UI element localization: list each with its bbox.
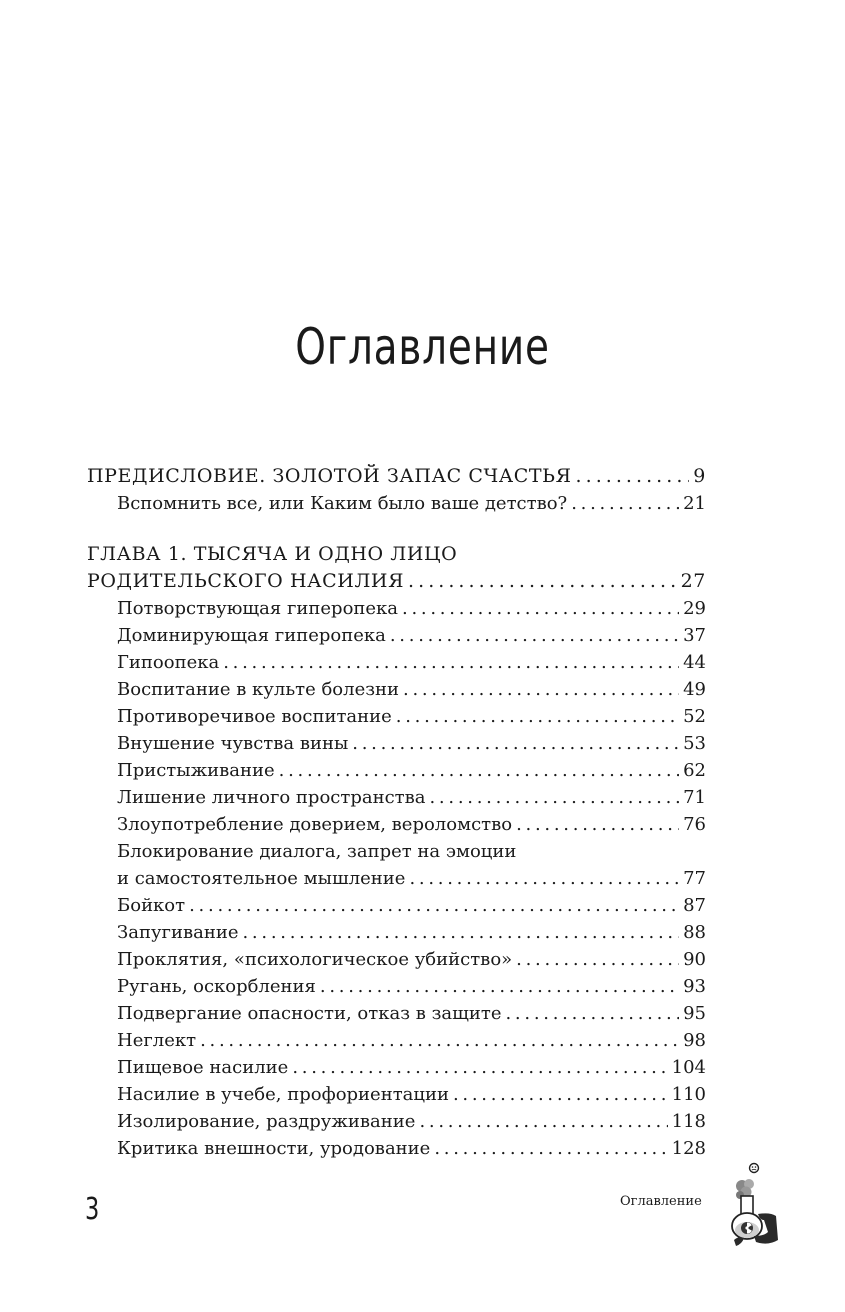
toc-leader-dots	[419, 1108, 667, 1135]
toc-entry-page: 110	[671, 1084, 706, 1105]
toc-entry-page: 95	[683, 1003, 706, 1024]
page-title: Оглавление	[295, 318, 550, 376]
toc-entry-title: и самостоятельное мышление	[117, 868, 406, 889]
toc-section	[87, 463, 706, 517]
toc-entry-page: 52	[683, 706, 706, 727]
toc-entry-title: Пищевое насилие	[117, 1057, 289, 1078]
toc-chapter-entry[interactable]	[87, 463, 706, 490]
toc-leader-dots	[516, 946, 679, 973]
toc-entry-title: Запугивание	[117, 922, 239, 943]
toc-entry-page: 53	[683, 733, 706, 754]
toc-entry-title: Блокирование диалога, запрет на эмоции	[117, 841, 517, 862]
toc-entry-page: 76	[683, 814, 706, 835]
toc-subsection-entry[interactable]	[87, 838, 706, 865]
toc-entry-title: Лишение личного пространства	[117, 787, 426, 808]
toc-entry-page: 77	[683, 868, 706, 889]
toc-entry-title: Злоупотребление доверием, вероломство	[117, 814, 513, 835]
toc-entry-title: Воспитание в культе болезни	[117, 679, 400, 700]
toc-chapter-entry[interactable]	[87, 568, 706, 595]
toc-chapter-entry[interactable]	[87, 541, 706, 568]
toc-subsection-entry[interactable]	[87, 676, 706, 703]
toc-leader-dots	[390, 622, 679, 649]
toc-leader-dots	[352, 730, 679, 757]
toc-entry-title: Внушение чувства вины	[117, 733, 349, 754]
toc-subsection-entry[interactable]	[87, 973, 706, 1000]
toc-entry-page: 29	[683, 598, 706, 619]
toc-subsection-entry[interactable]	[87, 1000, 706, 1027]
toc-leader-dots	[434, 1135, 667, 1162]
toc-entry-page: 104	[671, 1057, 706, 1078]
toc-leader-dots	[409, 865, 679, 892]
toc-leader-dots	[576, 463, 690, 490]
toc-entry-title: Насилие в учебе, профориентации	[117, 1084, 449, 1105]
toc-leader-dots	[403, 676, 679, 703]
toc-entry-title: Пристыживание	[117, 760, 275, 781]
toc-entry-title: Подвергание опасности, отказ в защите	[117, 1003, 502, 1024]
toc-leader-dots	[408, 568, 677, 595]
toc-leader-dots	[279, 757, 679, 784]
toc-entry-page: 37	[683, 625, 706, 646]
toc-entry-page: 93	[683, 976, 706, 997]
toc-entry-title: РОДИТЕЛЬСКОГО НАСИЛИЯ	[87, 570, 405, 592]
toc-leader-dots	[571, 490, 679, 517]
toc-subsection-entry[interactable]	[87, 649, 706, 676]
page-number: 3	[85, 1192, 100, 1227]
toc-entry-page: 98	[683, 1030, 706, 1051]
toc-leader-dots	[189, 892, 679, 919]
toc-entry-title: Неглект	[117, 1030, 197, 1051]
toc-entry-page: 27	[680, 570, 706, 592]
toc-entry-page: 49	[683, 679, 706, 700]
toc-entry-page: 62	[683, 760, 706, 781]
toc-entry-page: 9	[693, 465, 706, 487]
toc-section	[87, 541, 706, 1162]
toc-leader-dots	[453, 1081, 668, 1108]
toc-subsection-entry[interactable]	[87, 784, 706, 811]
toc-entry-page: 71	[683, 787, 706, 808]
toc-leader-dots	[242, 919, 679, 946]
toc-entry-page: 87	[683, 895, 706, 916]
toc-subsection-entry[interactable]	[87, 946, 706, 973]
toc-entry-title: Изолирование, раздруживание	[117, 1111, 416, 1132]
toc-leader-dots	[505, 1000, 679, 1027]
toc-entry-title: Гипоопека	[117, 652, 220, 673]
toc-subsection-entry[interactable]	[87, 1027, 706, 1054]
toc-entry-page: 44	[683, 652, 706, 673]
toc-entry-page: 118	[671, 1111, 706, 1132]
toc-subsection-entry[interactable]	[87, 1081, 706, 1108]
toc-subsection-entry[interactable]	[87, 622, 706, 649]
toc-entry-page: 21	[683, 493, 706, 514]
toc-leader-dots	[200, 1027, 679, 1054]
toc-leader-dots	[516, 811, 679, 838]
toc-leader-dots	[292, 1054, 667, 1081]
toc-entry-page: 128	[671, 1138, 706, 1159]
toc-subsection-entry[interactable]	[87, 757, 706, 784]
toc-subsection-entry[interactable]	[87, 703, 706, 730]
toc-entry-page: 88	[683, 922, 706, 943]
toc-subsection-entry[interactable]	[87, 865, 706, 892]
toc-entry-title: Критика внешности, уродование	[117, 1138, 431, 1159]
toc-leader-dots	[429, 784, 679, 811]
toc-subsection-entry[interactable]	[87, 1054, 706, 1081]
flask-hand-icon	[718, 1160, 782, 1250]
toc-entry-title: Потворствующая гиперопека	[117, 598, 399, 619]
toc-subsection-entry[interactable]	[87, 1135, 706, 1162]
toc-entry-title: Доминирующая гиперопека	[117, 625, 386, 646]
toc-entry-title: Проклятия, «психологическое убийство»	[117, 949, 513, 970]
toc-leader-dots	[320, 973, 679, 1000]
toc-subsection-entry[interactable]	[87, 730, 706, 757]
toc-entry-title: Бойкот	[117, 895, 186, 916]
toc-entry-title: Противоречивое воспитание	[117, 706, 392, 727]
toc-entry-title: Вспомнить все, или Каким было ваше детство?	[117, 493, 568, 514]
toc-subsection-entry[interactable]	[87, 811, 706, 838]
toc-entry-title: ПРЕДИСЛОВИЕ. ЗОЛОТОЙ ЗАПАС СЧАСТЬЯ	[87, 465, 572, 487]
toc-subsection-entry[interactable]	[87, 919, 706, 946]
table-of-contents	[87, 463, 706, 1162]
toc-subsection-entry[interactable]	[87, 595, 706, 622]
toc-entry-page: 90	[683, 949, 706, 970]
toc-subsection-entry[interactable]	[87, 892, 706, 919]
toc-subsection-entry[interactable]	[87, 490, 706, 517]
running-head: Оглавление	[620, 1194, 702, 1209]
toc-leader-dots	[396, 703, 679, 730]
toc-leader-dots	[402, 595, 679, 622]
toc-entry-title: Ругань, оскорбления	[117, 976, 316, 997]
toc-entry-title: ГЛАВА 1. ТЫСЯЧА И ОДНО ЛИЦО	[87, 543, 458, 565]
toc-subsection-entry[interactable]	[87, 1108, 706, 1135]
toc-leader-dots	[223, 649, 679, 676]
